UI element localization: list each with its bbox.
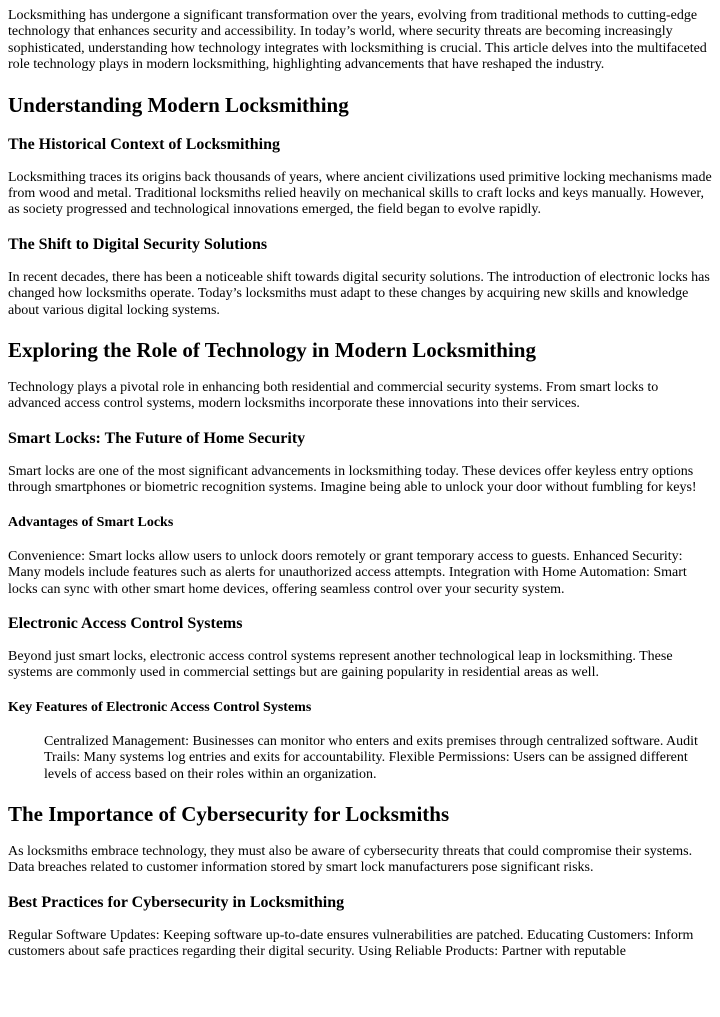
paragraph-electronic-access-control: Beyond just smart locks, electronic access control systems represent another technological leap in locksmithing. These systems are commonly used in commercial settings but are gaining popularity in residential areas as well. (8, 648, 673, 681)
paragraph-historical-context: Locksmithing traces its origins back thousands of years, where ancient civilizations used primitive locking mechanisms made from wood and metal. Traditional locksmiths relied heavily on mechanical skills to craft locks and keys manually. However, as society progressed and technological innovations emerged, the field began to evolve rapidly. (8, 169, 712, 218)
paragraph-cybersecurity: As locksmiths embrace technology, they must also be aware of cybersecurity threats that could compromise their systems. Data breaches related to customer information stored by smart lock manufacturers pose significant risks. (8, 843, 693, 876)
subheading-key-features-access-control: Key Features of Electronic Access Control Systems (8, 699, 312, 715)
section-heading-understanding-modern-locksmithing: Understanding Modern Locksmithing (8, 92, 349, 117)
paragraph-advantages-of-smart-locks: Convenience: Smart locks allow users to unlock doors remotely or grant temporary access to guests. Enhanced Security: Many models include features such as alerts for unauthorized access attempts. Integration with Home Automation: Smart locks can sync with other smart home devices, offering seamless control over your security system. (8, 548, 687, 597)
paragraph-role-of-technology: Technology plays a pivotal role in enhancing both residential and commercial security systems. From smart locks to advanced access control systems, modern locksmiths incorporate these innovations into their services. (8, 380, 659, 412)
paragraph-best-practices-cybersecurity: Regular Software Updates: Keeping software up-to-date ensures vulnerabilities are patched. Educating Customers: Inform customers about safe practices regarding their digital security. Using Reliable Products: Partner with reputable (8, 927, 694, 960)
subheading-best-practices-cybersecurity: Best Practices for Cybersecurity in Locksmithing (8, 893, 345, 911)
blockquote-key-features: Centralized Management: Businesses can monitor who enters and exits premises through centralized software. Audit Trails: Many systems log entries and exits for accountability. Flexible Permissions: Users can be assigned different levels of access based on their roles within an organization. (44, 733, 698, 782)
paragraph-smart-locks: Smart locks are one of the most significant advancements in locksmithing today. These devices offer keyless entry options through smartphones or biometric recognition systems. Imagine being able to unlock your door without fumbling for keys! (8, 463, 697, 496)
intro-paragraph: Locksmithing has undergone a significant transformation over the years, evolving from traditional methods to cutting-edge technology that enhances security and accessibility. In today’s world, where security threats are becoming increasingly sophisticated, understanding how technology integrates with locksmithing is crucial. This article delves into the multifaceted role technology plays in modern locksmithing, highlighting advancements that have reshaped the industry. (8, 8, 707, 73)
subheading-historical-context: The Historical Context of Locksmithing (8, 135, 280, 153)
section-heading-cybersecurity: The Importance of Cybersecurity for Locksmiths (8, 801, 450, 826)
paragraph-shift-to-digital: In recent decades, there has been a noticeable shift towards digital security solutions. The introduction of electronic locks has changed how locksmiths operate. Today’s locksmiths must adapt to these changes by acquiring new skills and knowledge about various digital locking systems. (8, 269, 710, 318)
subheading-advantages-of-smart-locks: Advantages of Smart Locks (8, 514, 174, 530)
subheading-electronic-access-control: Electronic Access Control Systems (8, 614, 243, 632)
section-heading-role-of-technology: Exploring the Role of Technology in Modern Locksmithing (8, 338, 536, 363)
subheading-shift-to-digital: The Shift to Digital Security Solutions (8, 235, 268, 253)
subheading-smart-locks: Smart Locks: The Future of Home Security (8, 429, 306, 447)
